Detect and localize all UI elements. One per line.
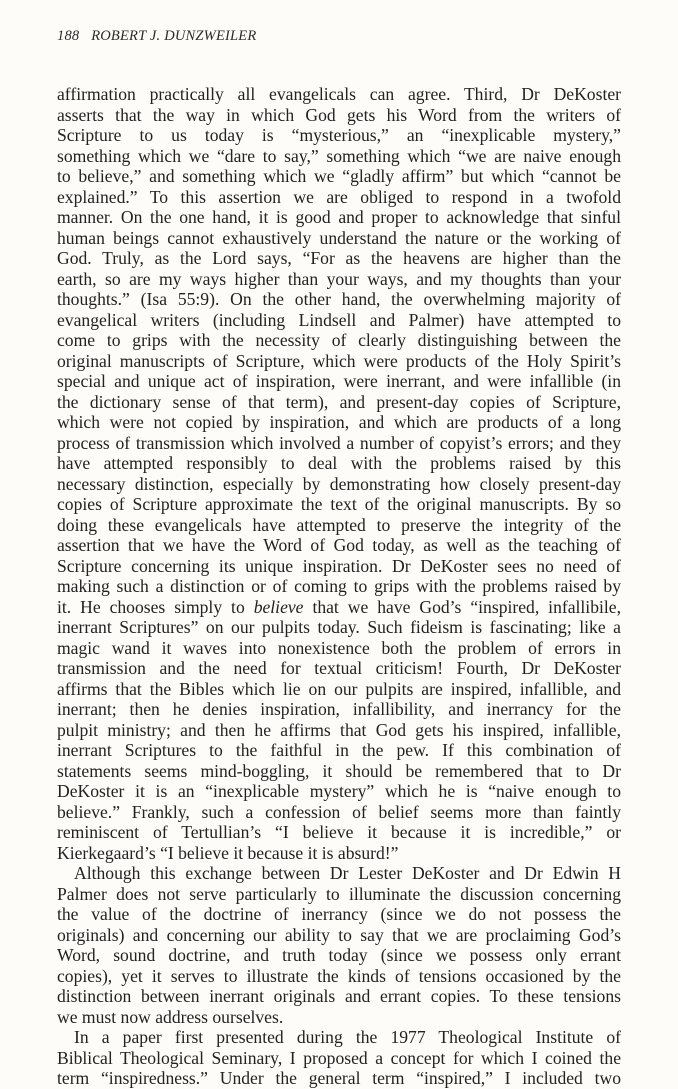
running-head xyxy=(57,28,256,45)
text-line: originals) and concerning our ability to say that we are proclaiming God’s xyxy=(57,924,621,945)
emphasized-word: believe xyxy=(253,596,304,617)
text-line: making such a distinction or of coming to grips with the problems raised by xyxy=(57,576,621,596)
paragraph-first-line: In a paper first presented during the 1977 Theological Institute of xyxy=(74,1027,621,1047)
body-text xyxy=(57,84,621,1089)
text-line: Biblical Theological Seminary, I proposed a concept for which I coined the xyxy=(57,1047,621,1068)
text-line: Scripture concerning its unique inspiration. Dr DeKoster sees no need of xyxy=(57,555,621,576)
text-line: affirmation practically all evangelicals can agree. Third, Dr DeKoster xyxy=(57,84,621,104)
text-line: believe.” Frankly, such a confession of belief seems more than faintly xyxy=(57,801,621,822)
text-line: manner. On the one hand, it is good and proper to acknowledge that sinful xyxy=(57,207,621,227)
text-line: thoughts.” (Isa 55:9). On the other hand, the overwhelming majority of xyxy=(57,289,621,309)
author-name: ROBERT J. DUNZWEILER xyxy=(91,28,257,44)
text-line: doing these evangelicals have attempted to preserve the integrity of the xyxy=(57,514,621,535)
text-line: magic wand it waves into nonexistence both the problem of errors in xyxy=(57,637,621,658)
text-fragment: it. He chooses simply to xyxy=(57,596,254,617)
page-number: 188 xyxy=(57,28,80,44)
text-line: inerrant Scriptures to the faithful in the pew. If this combination of xyxy=(57,740,621,760)
text-line: have attempted responsibly to deal with the problems raised by this xyxy=(57,453,621,473)
text-line: earth, so are my ways higher than your ways, and my thoughts than your xyxy=(57,268,621,289)
text-line: statements seems mind-boggling, it should be remembered that to Dr xyxy=(57,760,621,781)
text-line: original manuscripts of Scripture, which were products of the Holy Spirit’s xyxy=(57,350,621,371)
text-line: necessary distinction, especially by demonstrating how closely present-day xyxy=(57,473,621,494)
text-line: the dictionary sense of that term), and present-day copies of Scripture, xyxy=(57,391,621,412)
text-line: explained.” To this assertion we are obliged to respond in a twofold xyxy=(57,186,621,207)
text-line: affirms that the Bibles which lie on our pulpits are inspired, infallible, and xyxy=(57,678,621,699)
text-line: Word, sound doctrine, and truth today (since we possess only errant xyxy=(57,945,621,965)
text-line: inerrant; then he denies inspiration, infallibility, and inerrancy for the xyxy=(57,699,621,719)
text-line: God. Truly, as the Lord says, “For as the heavens are higher than the xyxy=(57,248,621,268)
text-line: something which we “dare to say,” something which “we are naive enough xyxy=(57,145,621,166)
text-line: term “inspiredness.” Under the general term “inspired,” I included two xyxy=(57,1068,621,1088)
paragraph-first-line: Although this exchange between Dr Lester DeKoster and Dr Edwin H xyxy=(74,863,621,883)
text-line: distinction between inerrant originals and errant copies. To these tensions xyxy=(57,986,621,1006)
text-line: to believe,” and something which we “gladly affirm” but which “cannot be xyxy=(57,166,621,186)
text-line: DeKoster it is an “inexplicable mystery” which he is “naive enough to xyxy=(57,781,621,801)
text-line: asserts that the way in which God gets his Word from the writers of xyxy=(57,104,621,125)
text-line: which were not copied by inspiration, and which are products of a long xyxy=(57,412,621,432)
text-line: reminiscent of Tertullian’s “I believe it because it is incredible,” or xyxy=(57,822,621,842)
text-line: come to grips with the necessity of clearly distinguishing between the xyxy=(57,330,621,350)
text-line: special and unique act of inspiration, were inerrant, and were infallible (in xyxy=(57,371,621,391)
text-line: transmission and the need for textual criticism! Fourth, Dr DeKoster xyxy=(57,658,621,678)
text-line: the value of the doctrine of inerrancy (since we do not possess the xyxy=(57,904,621,924)
text-line: Scripture to us today is “mysterious,” an “inexplicable mystery,” xyxy=(57,125,621,145)
text-line: assertion that we have the Word of God today, as well as the teaching of xyxy=(57,535,621,555)
text-line: human beings cannot exhaustively understand the nature or the working of xyxy=(57,227,621,248)
text-line: we must now address ourselves. xyxy=(57,1006,284,1027)
text-fragment: that we have God’s “inspired, infallibile, xyxy=(303,596,621,617)
text-line: Kierkegaard’s “I believe it because it is absurd!” xyxy=(57,842,399,863)
text-line xyxy=(57,597,621,618)
text-line: inerrant Scriptures” on our pulpits today. Such fideism is fascinating; like a xyxy=(57,617,621,637)
text-line: copies of Scripture approximate the text of the original manuscripts. By so xyxy=(57,494,621,514)
text-line: Palmer does not serve particularly to illuminate the discussion concerning xyxy=(57,883,621,904)
text-line: evangelical writers (including Lindsell and Palmer) have attempted to xyxy=(57,309,621,330)
text-line: copies), yet it serves to illustrate the kinds of tensions occasioned by the xyxy=(57,965,621,986)
text-line: process of transmission which involved a number of copyist’s errors; and they xyxy=(57,432,621,453)
text-line: pulpit ministry; and then he affirms that God gets his inspired, infallible, xyxy=(57,719,621,740)
